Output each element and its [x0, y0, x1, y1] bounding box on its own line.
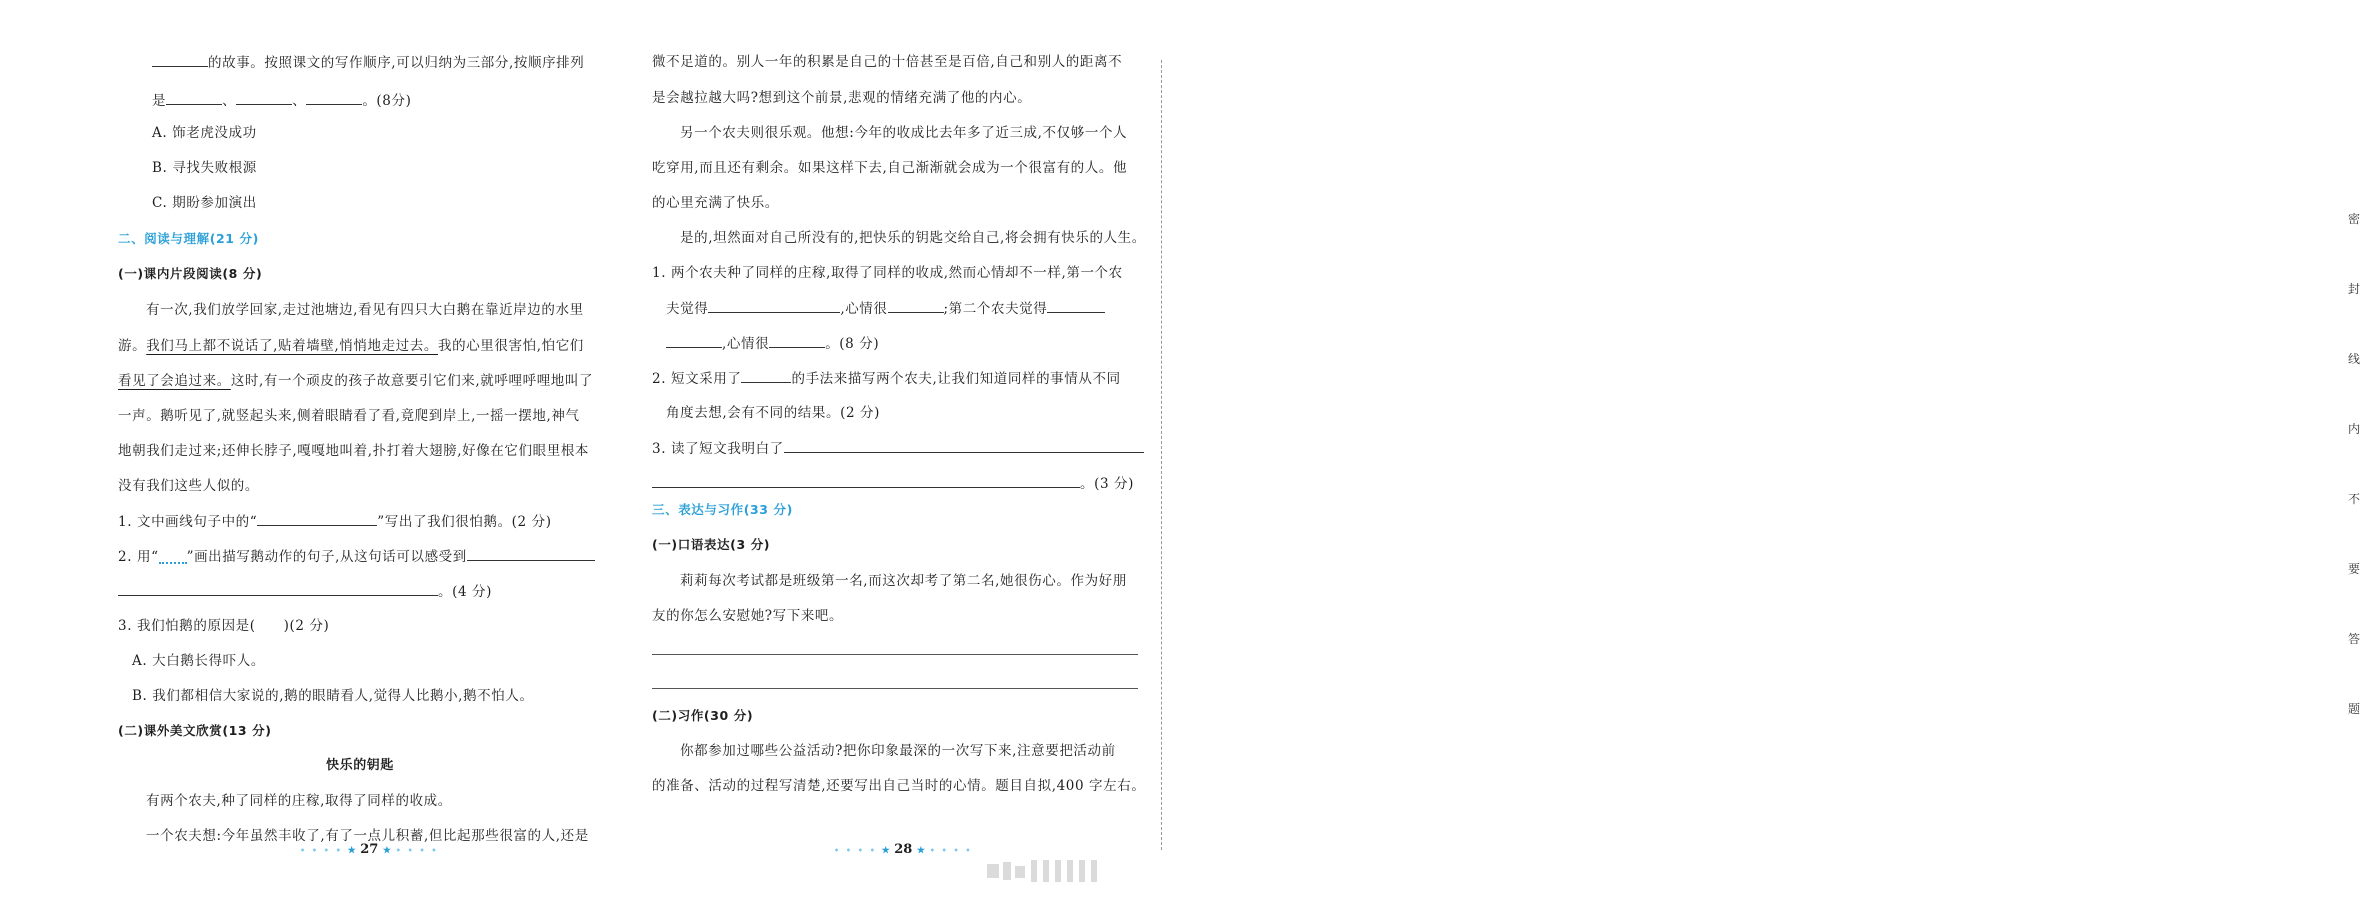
question-1: 1. 文中画线句子中的“ ”写出了我们很怕鹅。(2 分): [118, 511, 552, 532]
section-heading-reading: 二、阅读与理解(21 分): [118, 231, 259, 246]
subsection-heading: (一)口语表达(3 分): [652, 537, 771, 552]
page-footer: • • • • ★ 27 ★ • • • •: [300, 842, 439, 857]
passage-line: 一个农夫想:今年虽然丰收了,有了一点儿积蓄,但比起那些很富的人,还是: [146, 828, 589, 844]
seal-margin: [1160, 0, 2360, 905]
passage-line: 吃穿用,而且还有剩余。如果这样下去,自己渐渐就会成为一个很富有的人。他: [652, 160, 1128, 176]
prompt-line: 的准备、活动的过程写清楚,还要写出自己当时的心情。题目自拟,400 字左右。: [652, 778, 1146, 794]
passage-line: 有一次,我们放学回家,走过池塘边,看见有四只大白鹅在靠近岸边的水里: [146, 302, 584, 318]
subsection-heading: (一)课内片段阅读(8 分): [118, 266, 263, 281]
right-page: [640, 0, 1160, 905]
prompt-line: 友的你怎么安慰她?写下来吧。: [652, 608, 844, 624]
passage-line: 是的,坦然面对自己所没有的,把快乐的钥匙交给自己,将会拥有快乐的人生。: [680, 230, 1146, 246]
underlined-sentence: 我们马上都不说话了,贴着墙壁,悄悄地走过去。: [146, 338, 438, 354]
wavy-line-icon: [159, 552, 187, 564]
question-1-cont: ,心情很 。(8 分): [666, 333, 879, 354]
seal-char: 答: [2348, 632, 2360, 646]
passage-line: 微不足道的。别人一年的积累是自己的十倍甚至是百倍,自己和别人的距离不: [652, 54, 1123, 70]
question-1: 1. 两个农夫种了同样的庄稼,取得了同样的收成,然而心情却不一样,第一个农: [652, 265, 1123, 281]
page-number: 27: [360, 842, 379, 857]
answer-blank: [152, 52, 208, 67]
left-page: [0, 0, 640, 905]
answer-blank: [741, 368, 791, 383]
watermark-logo-icon: [985, 858, 1145, 884]
passage-line: 的心里充满了快乐。: [652, 195, 779, 211]
passage-line: 一声。鹅听见了,就竖起头来,侧着眼睛看了看,竟爬到岸上,一摇一摆地,神气: [118, 408, 580, 424]
answer-blank: [888, 298, 944, 313]
seal-char: 密: [2348, 212, 2360, 226]
prompt-line: 你都参加过哪些公益活动?把你印象最深的一次写下来,注意要把活动前: [680, 743, 1116, 759]
option-b: B. 我们都相信大家说的,鹅的眼睛看人,觉得人比鹅小,鹅不怕人。: [132, 688, 534, 704]
seal-char: 题: [2348, 702, 2360, 716]
page-footer: • • • • ★ 28 ★ • • • •: [834, 842, 973, 857]
answer-blank: [236, 90, 292, 105]
seal-char: 线: [2348, 352, 2360, 366]
question-3: 3. 读了短文我明白了: [652, 438, 1144, 459]
article-title: 快乐的钥匙: [326, 758, 395, 773]
writing-line: [652, 688, 1138, 689]
passage-line: 地朝我们走过来;还伸长脖子,嘎嘎地叫着,扑打着大翅膀,好像在它们眼里根本: [118, 443, 590, 459]
prompt-line: 莉莉每次考试都是班级第一名,而这次却考了第二名,她很伤心。作为好朋: [680, 573, 1127, 589]
page-number: 28: [894, 842, 913, 857]
passage-line: 没有我们这些人似的。: [118, 478, 259, 494]
passage-line: 另一个农夫则很乐观。他想:今年的收成比去年多了近三成,不仅够一个人: [680, 125, 1128, 141]
writing-line: [652, 654, 1138, 655]
text-line: 的故事。按照课文的写作顺序,可以归纳为三部分,按顺序排列: [152, 52, 584, 73]
answer-blank: [1047, 298, 1105, 313]
question-2-cont: 角度去想,会有不同的结果。(2 分): [666, 405, 881, 421]
answer-blank: [666, 333, 722, 348]
passage-line: 看见了会追过来。这时,有一个顽皮的孩子故意要引它们来,就呼哩呼哩地叫了: [118, 373, 594, 389]
answer-blank: [118, 581, 438, 596]
underlined-sentence: 看见了会追过来。: [118, 373, 231, 389]
option-a: A. 大白鹅长得吓人。: [132, 653, 265, 669]
question-3-cont: 。(3 分): [652, 473, 1134, 494]
question-2-cont: 。(4 分): [118, 581, 492, 602]
question-3: 3. 我们怕鹅的原因是( )(2 分): [118, 618, 330, 634]
question-1-cont: 夫觉得 ,心情很 ;第二个农夫觉得: [666, 298, 1105, 319]
option-a: A. 饰老虎没成功: [152, 125, 257, 141]
answer-blank: [257, 511, 377, 526]
answer-blank: [166, 90, 222, 105]
seal-char: 要: [2348, 562, 2360, 576]
answer-blank: [708, 298, 840, 313]
subsection-heading: (二)习作(30 分): [652, 708, 754, 723]
answer-blank: [467, 546, 595, 561]
question-2: 2. 用“ ”画出描写鹅动作的句子,从这句话可以感受到: [118, 546, 595, 567]
seal-char: 封: [2348, 282, 2360, 296]
option-b: B. 寻找失败根源: [152, 160, 257, 176]
answer-blank: [306, 90, 362, 105]
text-line: 是 、 、 。(8分): [152, 90, 411, 111]
option-c: C. 期盼参加演出: [152, 195, 257, 211]
passage-line: 有两个农夫,种了同样的庄稼,取得了同样的收成。: [146, 793, 452, 809]
section-heading-writing: 三、表达与习作(33 分): [652, 502, 793, 517]
seal-char: 内: [2348, 422, 2360, 436]
answer-blank: [784, 438, 1144, 453]
answer-blank: [769, 333, 825, 348]
subsection-heading: (二)课外美文欣赏(13 分): [118, 723, 272, 738]
passage-line: 是会越拉越大吗?想到这个前景,悲观的情绪充满了他的内心。: [652, 90, 1032, 106]
question-2: 2. 短文采用了 的手法来描写两个农夫,让我们知道同样的事情从不同: [652, 368, 1121, 389]
answer-blank: [652, 473, 1080, 488]
seal-char: 不: [2348, 492, 2360, 506]
passage-line: 游。我们马上都不说话了,贴着墙壁,悄悄地走过去。我的心里很害怕,怕它们: [118, 338, 584, 354]
